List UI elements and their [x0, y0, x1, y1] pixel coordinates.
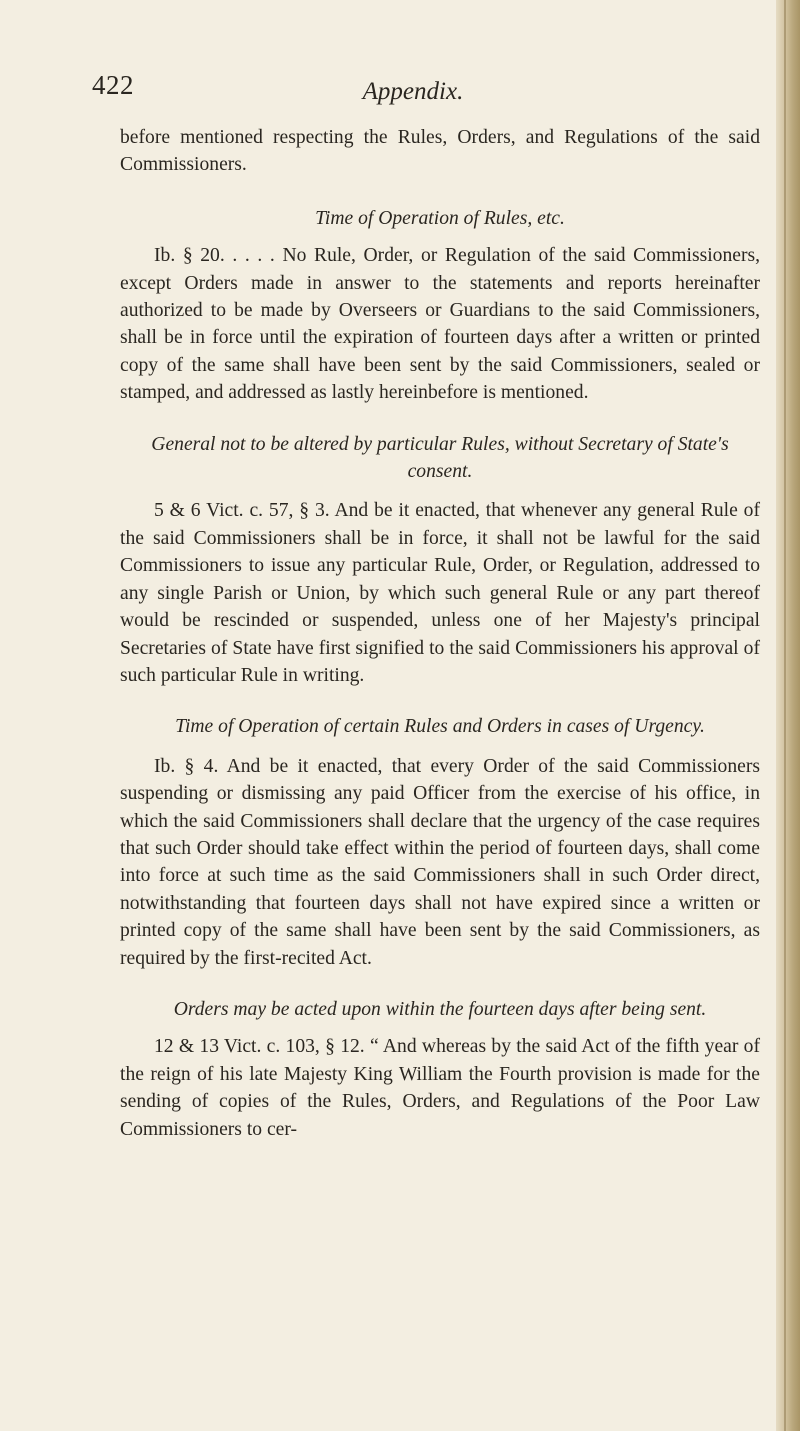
section-paragraph-urgency	[120, 753, 760, 972]
continuation-paragraph: before mentioned respecting the Rules, Orders, and Regulations of the said Commissioners.	[120, 127, 760, 176]
section-text: And be it enacted, that every Order of the said Commissioners suspending or dismissing any paid Officer from the exercise of his office, in which the said Commissioners shall declare that the urgency of the case requires that such Order should take effect within the period of fourteen days, shall come into force at such time as the said Commissioners shall in such Order direct, notwithstanding that fourteen days shall not have expired since a written or printed copy of the same shall have been sent by the said Commissioners, as required by the first-recited Act.	[120, 755, 760, 969]
page-header	[0, 70, 776, 110]
running-title: Appendix.	[362, 78, 464, 105]
section-heading-general-rules: General not to be altered by particular Rules, without Secretary of State's consent.	[151, 433, 729, 483]
page-edge-line	[784, 0, 786, 1431]
section-text: No Rule, Order, or Regulation of the said Commissioners, except Orders made in answer to the statements and reports hereinafter authorized to be made by Overseers or Guardians to the said Commissioners, shall be in force until the expiration of fourteen days after a written or printed copy of the same shall have been sent by the said Commissioners, sealed or stamped, and addressed as lastly hereinbefore is mentioned.	[120, 245, 760, 404]
section-citation: Ib. § 20. . . . .	[154, 245, 275, 267]
section-heading-urgency: Time of Operation of certain Rules and Orders in cases of Urgency.	[175, 716, 705, 738]
section-text: “ And whereas by the said Act of the fifth year of the reign of his late Majesty King William the Fourth provision is made for the sending of copies of the Rules, Orders, and Regulations of the Poor Law Commissioners to cer-	[120, 1036, 761, 1140]
section-heading-time-of-operation: Time of Operation of Rules, etc.	[315, 207, 565, 229]
section-paragraph-general-rules	[120, 497, 760, 689]
page-edge	[776, 0, 800, 1431]
section-citation: Ib. § 4.	[154, 755, 219, 777]
section-paragraph-orders-acted-upon	[120, 1033, 760, 1143]
section-citation: 5 & 6 Vict. c. 57, § 3.	[154, 500, 330, 522]
text-column	[120, 124, 760, 1143]
section-paragraph-time-of-operation	[120, 242, 760, 406]
page-number: 422	[92, 70, 134, 100]
section-heading-orders-acted-upon: Orders may be acted upon within the fourteen days after being sent.	[173, 998, 707, 1020]
section-text: And be it enacted, that whenever any general Rule of the said Commissioners shall be in force, it shall not be lawful for the said Commissioners to issue any particular Rule, Order, or Regulation, addressed to any single Parish or Union, by which such general Rule or any part thereof would be rescinded or suspended, unless one of her Majesty's principal Secretaries of State have first signified to the said Commissioners his approval of such particular Rule in writing.	[120, 500, 760, 686]
section-citation: 12 & 13 Vict. c. 103, § 12.	[154, 1036, 365, 1058]
